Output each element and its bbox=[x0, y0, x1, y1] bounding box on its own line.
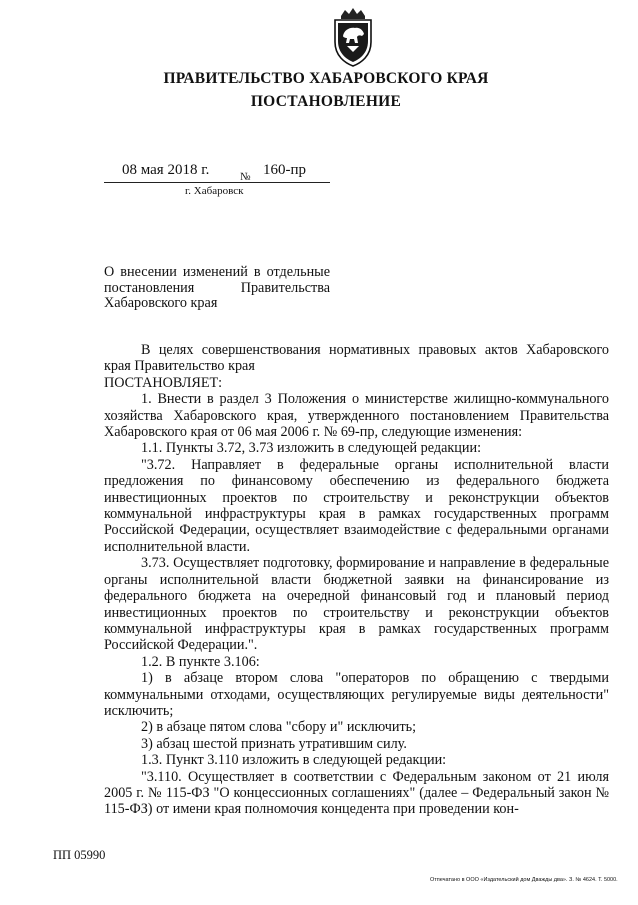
document-number: 160-пр bbox=[263, 162, 307, 178]
paragraph-item-3-110: "3.110. Осуществляет в соответствии с Федеральным законом от 21 июля 2005 г. № 115-ФЗ "О концессионных соглашениях" (далее – Федеральный закон № 115-ФЗ) от имени края полномочия концедента при проведении кон- bbox=[104, 768, 609, 818]
paragraph-subitem-2: 2) в абзаце пятом слова "сбору и" исключить; bbox=[141, 719, 417, 736]
paragraph-item-3-72: "3.72. Направляет в федеральные органы исполнительной власти предложения по финансовому обеспечению из федерального бюджета инвестиционных проектов по строительству и реконструкции объектов коммунальной инфраструктуры края в рамках государственных программ Российской Федерации, осуществляет взаимодействие с федеральными органами исполнительной власти. bbox=[104, 456, 609, 555]
organization-title: ПРАВИТЕЛЬСТВО ХАБАРОВСКОГО КРАЯ bbox=[163, 70, 489, 87]
date-number-underline bbox=[104, 182, 330, 183]
document-type: ПОСТАНОВЛЕНИЕ bbox=[250, 93, 402, 110]
paragraph-subitem-1: 1) в абзаце втором слова "операторов по обращению с твердыми коммунальными отходами, осуществляющих регулируемые виды деятельности" исключить; bbox=[104, 670, 609, 719]
paragraph-preamble: В целях совершенствования нормативных правовых актов Хабаровского края Правительство края bbox=[104, 342, 609, 375]
paragraph-resolves: ПОСТАНОВЛЯЕТ: bbox=[104, 374, 223, 391]
document-date: 08 мая 2018 г. bbox=[122, 162, 210, 178]
footer-print-note: Отпечатано в ООО «Издательский дом Дважды два». З. № 4624. Т. 5000. bbox=[430, 877, 618, 883]
paragraph-item-1: 1. Внести в раздел 3 Положения о министерстве жилищно-коммунального хозяйства Хабаровского края, утвержденного постановлением Правительства Хабаровского края от 06 мая 2006 г. № 69-пр, следующие изменения: bbox=[104, 391, 609, 441]
number-sign: № bbox=[240, 171, 251, 183]
document-subject: О внесении изменений в отдельные постановления Правительства Хабаровского края bbox=[104, 264, 330, 311]
paragraph-item-1-2: 1.2. В пункте 3.106: bbox=[141, 653, 260, 670]
paragraph-item-1-1: 1.1. Пункты 3.72, 3.73 изложить в следующей редакции: bbox=[141, 440, 482, 457]
paragraph-item-1-3: 1.3. Пункт 3.110 изложить в следующей редакции: bbox=[141, 752, 447, 769]
paragraph-item-3-73: 3.73. Осуществляет подготовку, формирование и направление в федеральные органы исполнительной власти бюджетной заявки на финансирование из федерального бюджета на очередной финансовый год и плановый период инвестиционных проектов по строительству и реконструкции объектов коммунальной инфраструктуры края в рамках государственных программ Российской Федерации.". bbox=[104, 555, 609, 654]
footer-document-code: ПП 05990 bbox=[53, 848, 106, 862]
document-body bbox=[104, 342, 609, 818]
paragraph-subitem-3: 3) абзац шестой признать утратившим силу. bbox=[141, 735, 407, 752]
coat-of-arms-icon bbox=[331, 6, 375, 68]
document-city: г. Хабаровск bbox=[185, 185, 244, 197]
